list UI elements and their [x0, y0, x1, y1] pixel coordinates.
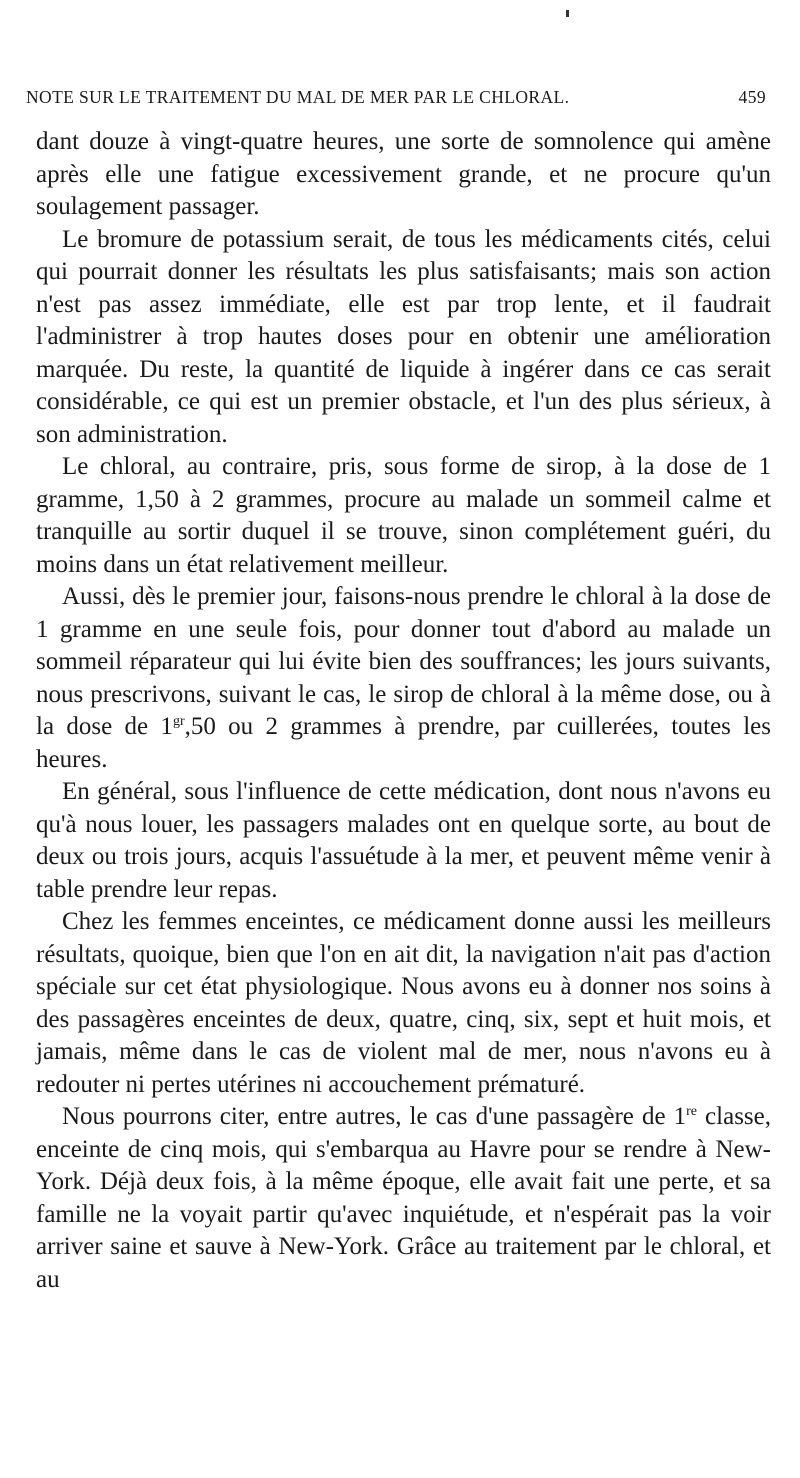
paragraph-dosage: [36, 581, 771, 776]
paragraph-cas-passagere: [36, 1101, 771, 1296]
superscript-gr: gr: [172, 714, 185, 729]
paragraph-bromure: Le bromure de potassium serait, de tous les médicaments cités, celui qui pourrait donner les résultats les plus satisfaisants; mais son action n'est pas assez immédiate, elle est par trop lente, et il faudrait l'administrer à trop hautes doses pour en obtenir une amélioration marquée. Du reste, la quantité de liquide à ingérer dans ce cas serait considérable, ce qui est un premier obstacle, et l'un des plus sérieux, à son administration.: [36, 225, 771, 448]
running-head: [26, 84, 766, 110]
paragraph-cas-text-1: Nous pourrons citer, entre autres, le cas d'une passagère de 1: [62, 1103, 687, 1130]
paragraph-continued: dant douze à vingt-quatre heures, une sorte de somnolence qui amène après elle une fatigue excessivement grande, et ne procure qu'un soulagement passager.: [36, 128, 771, 220]
paragraph-cas-text-2: classe, enceinte de cinq mois, qui s'embarqua au Havre pour se rendre à New-York. Déjà deux fois, à la même époque, elle avait fait une perte, et sa famille ne la voyait partir qu'avec inquiétude, et n'espérait pas la voir arriver saine et sauve à New-York. Grâce au traitement par le chloral, et au: [36, 1103, 771, 1293]
running-head-title: NOTE SUR LE TRAITEMENT DU MAL DE MER PAR LE CHLORAL.: [26, 87, 570, 107]
paragraph-dosage-text-1: Aussi, dès le premier jour, faisons-nous prendre le chloral à la dose de 1 gramme en une seule fois, pour donner tout d'abord au malade un sommeil réparateur qui lui évite bien des souffrances; les jours suivants, nous prescrivons, suivant le cas, le sirop de chloral à la même dose, ou à la dose de 1: [36, 583, 771, 740]
page-number: 459: [738, 87, 766, 107]
superscript-re: re: [686, 1104, 697, 1119]
paragraph-general: En général, sous l'influence de cette médication, dont nous n'avons eu qu'à nous louer, les passagers malades ont en quelque sorte, au bout de deux ou trois jours, acquis l'assuétude à la mer, et peuvent même venir à table prendre leur repas.: [36, 778, 771, 903]
paragraph-femmes-enceintes: Chez les femmes enceintes, ce médicament donne aussi les meilleurs résultats, quoique, bien que l'on en ait dit, la navigation n'ait pas d'action spéciale sur cet état physiologique. Nous avons eu à donner nos soins à des passagères enceintes de deux, quatre, cinq, six, sept et huit mois, et jamais, même dans le cas de violent mal de mer, nous n'avons eu à redouter ni pertes utérines ni accouchement prématuré.: [36, 908, 771, 1098]
top-print-mark: [566, 10, 569, 17]
paragraph-chloral: Le chloral, au contraire, pris, sous forme de sirop, à la dose de 1 gramme, 1,50 à 2 grammes, procure au malade un sommeil calme et tranquille au sortir duquel il se trouve, sinon complétement guéri, du moins dans un état relativement meilleur.: [36, 453, 771, 578]
paragraph-dosage-text-2: ,50 ou 2 grammes à prendre, par cuillerées, toutes les heures.: [36, 713, 772, 773]
body-text: [36, 126, 771, 1296]
